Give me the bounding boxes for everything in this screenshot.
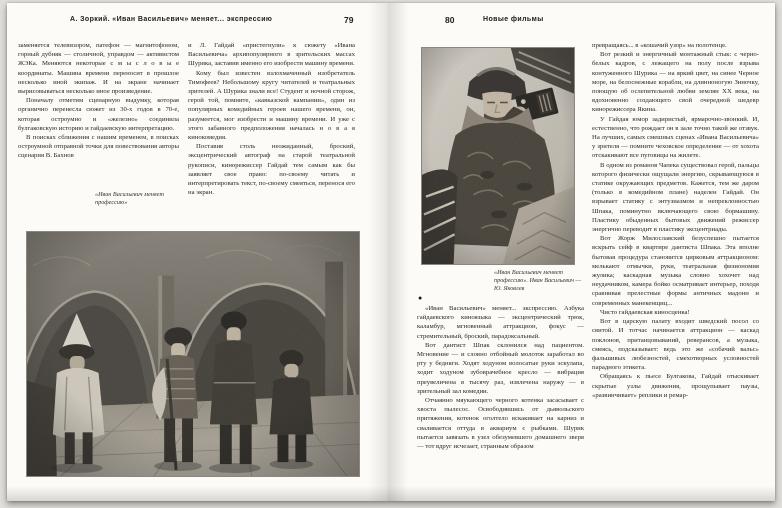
article-paragraph: и Л. Гайдай «пристегнули» к сюжету «Ивана Васильевича» архипопулярного в зрительских массах Шурика, заставив именно его изобрести машину времени.: [188, 42, 355, 68]
article-paragraph: В поисках сближения с нашим временем, в поисках остроумной отправной точки для повествования авторы сценария В. Бахнов: [18, 134, 179, 160]
article-paragraph: Поначалу отметим сценарную выдумку, которая органично перенесла сюжет из 30-х годов в 70-е, которая остроумно и «железно» соединила булгаковскую историю и гайдаевскую интерпретацию.: [18, 97, 179, 132]
article-paragraph: Отчаянно мяукающего черного котенка засасывает с хвоста пылесос. Освободившись от дьявольского притяжения, котенок оголтело вскакивает на карниз и сваливается оттуда в аквариум с рыбками. Шурик пытается завязать в узел обезумевшего домашнего зверя — тот вдруг исчезает, странным образом: [417, 397, 584, 451]
running-head-right: Новые фильмы: [483, 16, 544, 23]
article-paragraph: Вот дантист Шпак склонился над пациентом. Мгновение — и словно отбойный молоток заработал во рту у бедняги. Ходят ходуном волосатые руки эскулапа, ходит ходуном зубоврачебное кресло — вибрация преувеличена в тысячу раз, извлечена наружу — в зрительный зал комедии.: [417, 341, 584, 395]
running-head-left: А. Зоркий. «Иван Васильевич» меняет... экспрессию: [70, 16, 273, 23]
left-page-column-1: [18, 41, 179, 191]
page-number-left: 79: [344, 15, 354, 25]
section-marker-dot: ●: [418, 294, 423, 302]
left-page-column-2: [188, 41, 355, 227]
article-paragraph: «Иван Васильевич» меняет... экспрессию. Азбука гайдаевского киноязыка — эксцентрический трюк, каламбур, мгновенный аттракцион, фокус — стремительный, броский, парадоксальный.: [417, 305, 584, 340]
article-paragraph: заменяется телевизором, патефон — магнитофоном, горный дубняк — столичной, управдом — активистом ЖЭКа. Меняются некоторые с м ы с л о в ы е координаты. Машина времени переносит в прошлое несколько иной экипаж. И на экране начинает вырисовываться несколько иное произведение.: [18, 42, 179, 96]
film-still-tsar-with-recorder-art: [422, 48, 574, 264]
right-page-column-2: [592, 41, 759, 483]
photo-caption-left: «Иван Васильевич меняет профессию»: [95, 191, 164, 206]
article-paragraph: Поставив столь неожиданный, броский, эксцентрический автограф на старой театральной рукописи, кинорежиссер Гайдай тем самым как бы заявляет свое право: по-своему читать и интерпретировать текст, по-своему смеяться, перенося его на экран.: [188, 143, 355, 197]
film-still-palace-guards-image: [26, 231, 360, 477]
photo-caption-right: «Иван Васильевич меняет профессию». Иван Васильевич — Ю. Яковлев: [494, 269, 582, 292]
right-page-column-1: [417, 304, 584, 482]
film-still-tsar-with-recorder-image: [421, 47, 575, 265]
film-still-palace-guards-art: [27, 232, 359, 476]
article-paragraph: Вот резкий и энергичный монтажный стык: с черно-белых кадров, с лежащего на полу после взрыва контуженного Шурика — на яркий цвет, на синее Черное море, на белоснежные корабли, на длинноногую Зиночку, поющую об ослепительной любви землян XX века, на вдохновенно создающего свой очередной шедевр кинорежиссера Якина.: [592, 51, 759, 114]
page-number-right: 80: [445, 15, 455, 25]
article-paragraph: У Гайдая юмор задиристый, ярмарочно-звонкий. И, естественно, что рождает он в зале точно такой же отзвук. На лучших, самых смешных сценах «Ивана Васильевича» у зрителя — помните чеховское определение — от хохота отскакивают все пуговицы на жилете.: [592, 115, 759, 160]
article-paragraph: В одном из романов Чапека существовал герой, пальцы которого физически ощущали энергию, скрывающуюся в статике окружающих предметов. Кажется, тем же даром (только в комедийном плане) наделен Гайдай. Он взрывает статику с энтузиазмом и непреклонностью Шпака, поминутно включающего свою бормашину. Пластику обыденных бытовых движений режиссер энергично переводит в пластику эксцентриады.: [592, 161, 759, 234]
article-paragraph: превращаясь... в «кошачий узор» на полотенце.: [592, 42, 727, 49]
article-paragraph: Обращаясь к пьесе Булгакова, Гайдай отыскивает скрытые узлы движения, прощупывает паузы, «развинчивает» реплики и ремар-: [592, 373, 759, 399]
article-paragraph: Чисто гайдаевская киносценка!: [600, 308, 690, 316]
article-paragraph: Кому был известен взлохмаченный изобретатель Тимофеев? Небольшому кругу читателей и театральных зрителей. А Шурика знали все! Студент и ночной сторож, герой той, помните, «кавказской кампании», один из популярных комедийных героев нашего времени, он, разумеется, мог изобрести и машину времени. И уже с этого забавного предположения началась н о в а я кинокомедия.: [188, 69, 355, 142]
article-paragraph: Вот в царскую палату входит шведский посол со свитой. И тотчас начинается аттракцион — каскад поклонов, пританцовываний, реверансов, а музыка, смеясь, подсказывает: ведь это же «собачий вальс» фальшивых любезностей, смехотворных условностей парадного этикета.: [592, 318, 759, 372]
article-paragraph: Вот Жорж Милославский безуспешно пытается вскрыть сейф в квартире дантиста Шпака. Эта вполне бытовая процедура становится цирковым аттракционом: мелькают отмычки, руки, театральная физиономия жулика; каскадная музыка словно хохочет над неудачником, камера бойко осматривает интерьер, походя сравнивая прелестные формы античных мадонн и современных манекенщиц...: [592, 235, 759, 307]
